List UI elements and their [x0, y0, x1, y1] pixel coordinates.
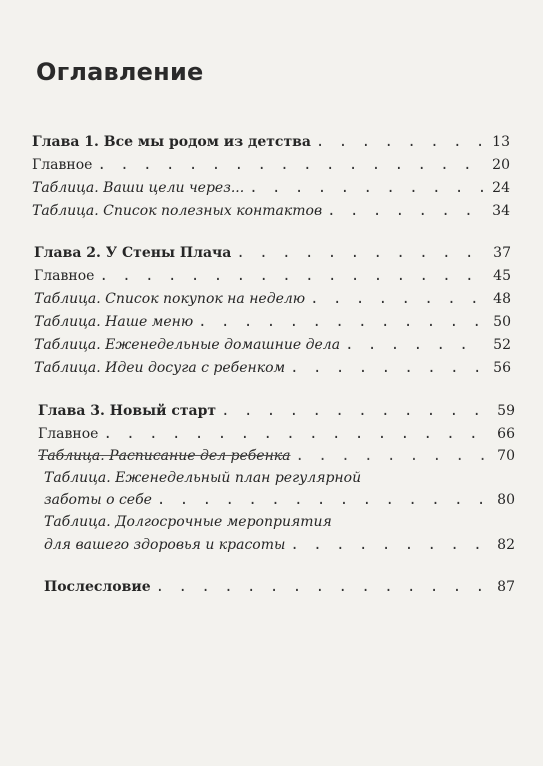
leader-dots — [97, 157, 483, 173]
toc-entry-line1[interactable] — [0, 470, 543, 492]
toc-entry-label: Таблица. Список полезных контактов — [32, 203, 323, 219]
leader-dots — [157, 492, 488, 508]
toc-entry-label: Таблица. Еженедельный план регулярной — [44, 470, 362, 486]
toc-entry-label: Главное — [32, 157, 93, 173]
toc-entry-line1[interactable] — [0, 514, 543, 536]
toc-entry-label: Таблица. Ваши цели через... — [32, 180, 245, 196]
leader-dots — [290, 360, 484, 376]
toc-entry[interactable] — [0, 314, 543, 336]
toc-page-number: 82 — [497, 537, 515, 553]
leader-dots — [310, 291, 484, 307]
leader-dots — [316, 134, 483, 150]
toc-page-number: 24 — [492, 180, 510, 196]
leader-dots — [236, 245, 484, 261]
toc-entry-label: Главное — [34, 268, 95, 284]
toc-page-number: 13 — [492, 134, 510, 150]
toc-page-number: 87 — [497, 579, 515, 595]
toc-page-number: 70 — [497, 448, 515, 464]
toc-entry-label: Таблица. Долгосрочные мероприятия — [44, 514, 332, 530]
toc-chapter-3[interactable] — [0, 403, 543, 425]
leader-dots — [345, 337, 484, 353]
toc-entry[interactable] — [0, 537, 543, 559]
toc-entry-label: для вашего здоровья и красоты — [44, 537, 286, 553]
toc-page-number: 52 — [493, 337, 511, 353]
toc-page-number: 50 — [493, 314, 511, 330]
toc-chapter-2[interactable] — [0, 245, 543, 267]
toc-entry-label: Глава 2. У Стены Плача — [34, 245, 232, 261]
toc-entry[interactable] — [0, 157, 543, 179]
toc-entry-label: Таблица. Наше меню — [34, 314, 194, 330]
toc-entry-label: Таблица. Идеи досуга с ребенком — [34, 360, 286, 376]
toc-entry-label: заботы о себе — [44, 492, 152, 508]
leader-dots — [290, 537, 488, 553]
toc-page-number: 37 — [493, 245, 511, 261]
toc-entry-label: Таблица. Еженедельные домашние дела — [34, 337, 341, 353]
toc-entry-label: Главное — [38, 426, 99, 442]
leader-dots — [296, 448, 488, 464]
toc-heading: Оглавление — [36, 58, 204, 86]
leader-dots — [221, 403, 488, 419]
toc-entry-label: Таблица. Расписание дел ребенка — [38, 448, 291, 464]
toc-entry[interactable] — [0, 291, 543, 313]
leader-dots — [327, 203, 483, 219]
toc-entry[interactable] — [0, 426, 543, 448]
toc-page-number: 56 — [493, 360, 511, 376]
toc-page-number: 80 — [497, 492, 515, 508]
leader-dots — [103, 426, 488, 442]
toc-afterword[interactable] — [0, 579, 543, 601]
leader-dots — [198, 314, 484, 330]
toc-entry[interactable] — [0, 360, 543, 382]
toc-page-number: 34 — [492, 203, 510, 219]
leader-dots — [99, 268, 484, 284]
toc-entry[interactable] — [0, 337, 543, 359]
toc-entry-label: Глава 1. Все мы родом из детства — [32, 134, 311, 150]
toc-entry-label: Таблица. Список покупок на неделю — [34, 291, 306, 307]
toc-chapter-1[interactable] — [0, 134, 543, 156]
toc-entry[interactable] — [0, 268, 543, 290]
toc-page-number: 20 — [492, 157, 510, 173]
toc-entry[interactable] — [0, 203, 543, 225]
toc-page-number: 66 — [497, 426, 515, 442]
toc-page-number: 45 — [493, 268, 511, 284]
toc-entry[interactable] — [0, 492, 543, 514]
toc-page-number: 59 — [497, 403, 515, 419]
toc-entry-label: Послесловие — [44, 579, 151, 595]
leader-dots — [156, 579, 488, 595]
leader-dots — [249, 180, 483, 196]
toc-entry-label: Глава 3. Новый старт — [38, 403, 217, 419]
toc-entry[interactable] — [0, 180, 543, 202]
toc-entry[interactable] — [0, 448, 543, 470]
toc-page-number: 48 — [493, 291, 511, 307]
